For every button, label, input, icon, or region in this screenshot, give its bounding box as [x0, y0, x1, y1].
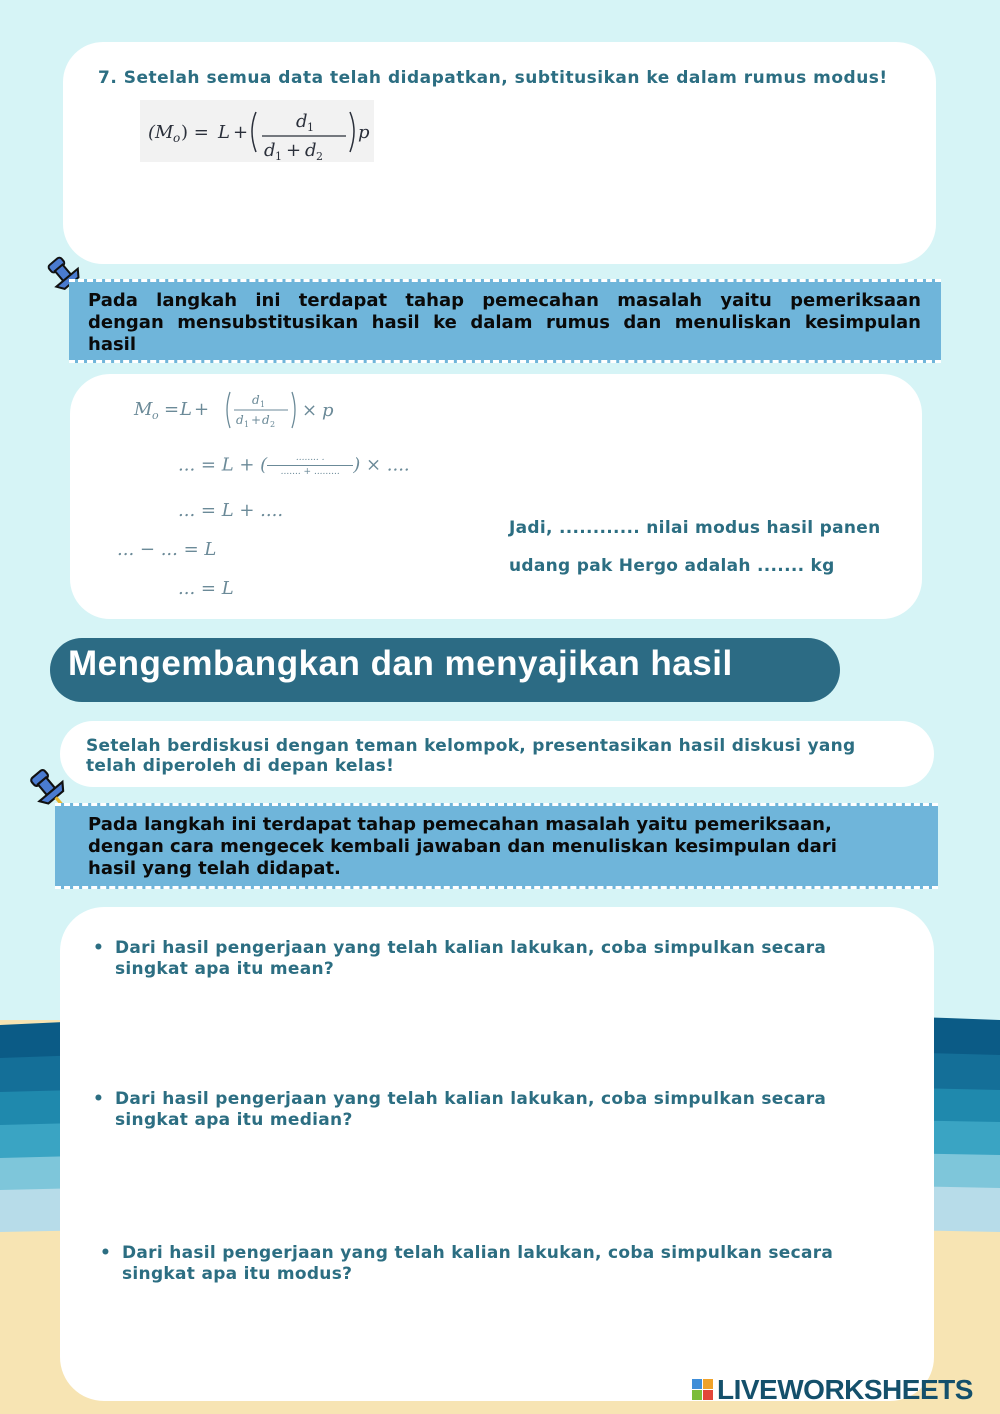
work-line-3: ... = L + .... — [178, 500, 284, 521]
svg-text:1: 1 — [275, 150, 282, 162]
svg-text:(M: (M — [148, 122, 174, 143]
svg-text:p: p — [358, 122, 370, 143]
svg-text:L: L — [218, 122, 230, 143]
bullet-icon: • — [93, 1089, 105, 1109]
svg-text:+: + — [251, 413, 262, 427]
conclusion-line-2: udang pak Hergo adalah ....... kg — [509, 556, 835, 576]
svg-text:L: L — [180, 399, 192, 420]
svg-text:1: 1 — [307, 121, 314, 134]
work-line-4: ... − ... = L — [117, 539, 217, 560]
svg-text:d: d — [296, 111, 308, 132]
section-heading — [50, 638, 840, 702]
note1-line3: hasil — [88, 334, 137, 355]
svg-text:) =: ) = — [181, 122, 209, 143]
note1-line2: dengan mensubstitusikan hasil ke dalam rumus dan menuliskan kesimpulan — [88, 312, 921, 333]
work-formula — [130, 388, 230, 432]
liveworksheets-logo-icon — [692, 1379, 714, 1401]
question-modus-line-2: singkat apa itu modus? — [122, 1264, 353, 1284]
discussion-line-1: Setelah berdiskusi dengan teman kelompok, presentasikan hasil diskusi yang — [86, 736, 856, 756]
svg-text:o: o — [152, 409, 159, 422]
question-median-line-2: singkat apa itu median? — [115, 1110, 353, 1130]
liveworksheets-logo[interactable] — [692, 1374, 973, 1406]
svg-text:2: 2 — [270, 420, 276, 429]
work-fraction-numerator-blank: ........ . — [267, 452, 353, 466]
note-box-substitution — [69, 279, 941, 363]
conclusion-line-1: Jadi, ............ nilai modus hasil panen — [509, 518, 881, 538]
svg-text:1: 1 — [244, 420, 250, 429]
question-median-line-1: Dari hasil pengerjaan yang telah kalian lakukan, coba simpulkan secara — [115, 1089, 827, 1109]
work-fraction — [222, 386, 342, 434]
note2-line1: Pada langkah ini terdapat tahap pemecahan masalah yaitu pemeriksaan, — [88, 814, 832, 835]
note1-line1: Pada langkah ini terdapat tahap pemecahan masalah yaitu pemeriksaan — [88, 290, 921, 311]
reflection-questions-card — [60, 907, 934, 1401]
svg-text:o: o — [173, 131, 181, 145]
question-mean — [93, 938, 827, 980]
step7-question: 7. Setelah semua data telah didapatkan, subtitusikan ke dalam rumus modus! — [98, 68, 888, 88]
svg-text:2: 2 — [316, 150, 323, 162]
svg-text:1: 1 — [260, 400, 266, 409]
work-line-2 — [178, 452, 410, 479]
work-line-5: ... = L — [178, 578, 234, 599]
question-mean-line-2: singkat apa itu mean? — [115, 959, 335, 979]
work-fraction-denominator-blank: ....... + ......... — [280, 467, 340, 477]
note-box-review — [55, 803, 938, 889]
svg-text:p: p — [322, 400, 334, 421]
work-line-2-fraction — [267, 452, 353, 479]
discussion-line-2: telah diperoleh di depan kelas! — [86, 756, 395, 776]
question-mean-line-1: Dari hasil pengerjaan yang telah kalian lakukan, coba simpulkan secara — [115, 938, 827, 958]
svg-text:d: d — [236, 413, 244, 427]
svg-text:d: d — [262, 413, 270, 427]
question-modus-line-1: Dari hasil pengerjaan yang telah kalian lakukan, coba simpulkan secara — [122, 1243, 834, 1263]
question-median — [93, 1089, 827, 1131]
work-line-2-start: ... = L + ( — [178, 454, 268, 476]
bullet-icon: • — [93, 938, 105, 958]
bullet-icon: • — [100, 1243, 112, 1263]
svg-text:M: M — [134, 399, 153, 420]
svg-text:+: + — [233, 122, 249, 143]
svg-text:+: + — [194, 399, 210, 420]
svg-text:×: × — [302, 400, 318, 421]
svg-text:d: d — [252, 393, 260, 407]
work-line-2-end: ) × .... — [353, 454, 410, 476]
note2-line3: hasil yang telah didapat. — [88, 858, 341, 879]
question-modus — [100, 1243, 834, 1285]
svg-text:=: = — [164, 399, 180, 420]
svg-text:d: d — [264, 140, 276, 161]
svg-text:+: + — [286, 140, 302, 161]
section-title: Mengembangkan dan menyajikan hasil — [68, 644, 733, 683]
svg-text:d: d — [305, 140, 317, 161]
liveworksheets-logo-text: LIVEWORKSHEETS — [717, 1374, 973, 1405]
mode-formula-image — [140, 100, 374, 162]
note2-line2: dengan cara mengecek kembali jawaban dan menuliskan kesimpulan dari — [88, 836, 837, 857]
